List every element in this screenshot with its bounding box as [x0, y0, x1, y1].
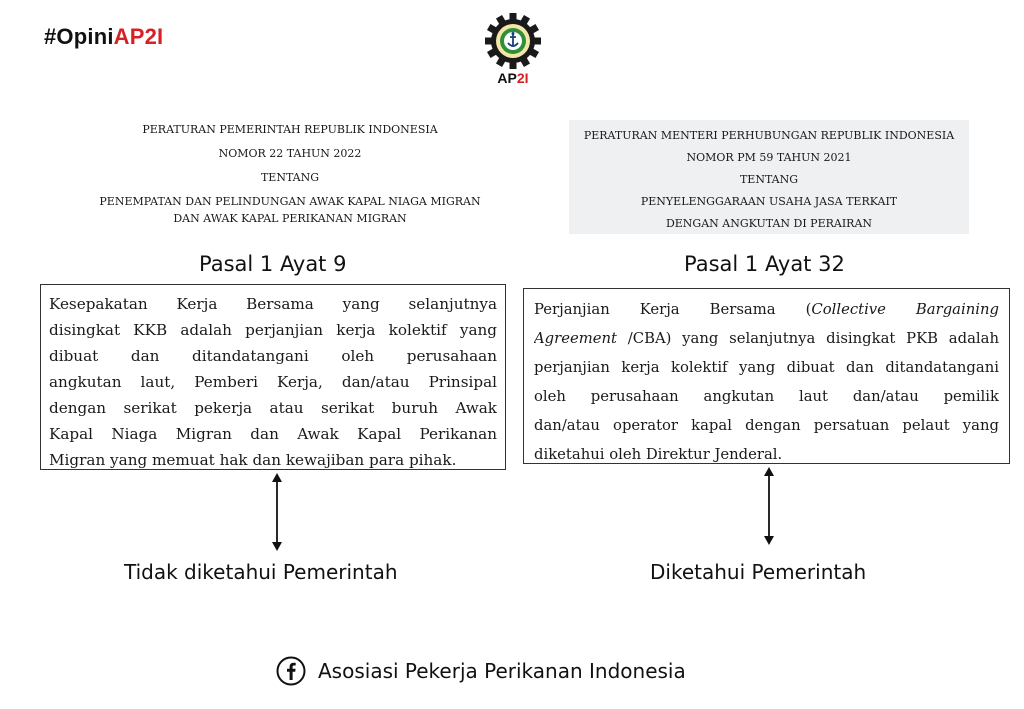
verdict-right: Diketahui Pemerintah — [650, 560, 867, 584]
regulation-line: TENTANG — [739, 173, 799, 186]
regulation-line: TENTANG — [260, 171, 320, 184]
definition-line: Kapal Niaga Migran dan Awak Kapal Perikanan — [49, 425, 497, 443]
double-arrow-right-icon — [759, 466, 779, 546]
double-arrow-left-icon — [267, 472, 287, 552]
definition-line: Agreement /CBA) yang selanjutnya disingkat PKB adalah — [534, 330, 999, 347]
definition-line: Perjanjian Kerja Bersama (Collective Bargaining — [534, 301, 999, 318]
ap2i-logo — [481, 12, 545, 88]
facebook-icon — [276, 656, 306, 686]
verdict-left: Tidak diketahui Pemerintah — [124, 560, 398, 584]
regulation-header-pp-22-2022 — [60, 124, 520, 237]
regulation-line: DENGAN ANGKUTAN DI PERAIRAN — [665, 217, 873, 230]
definition-line: angkutan laut, Pemberi Kerja, dan/atau Prinsipal — [49, 373, 497, 391]
definition-box-pkb — [523, 288, 1010, 464]
definition-line: dibuat dan ditandatangani oleh perusahaan — [49, 347, 497, 365]
definition-line: oleh perusahaan angkutan laut dan/atau pemilik — [534, 388, 999, 405]
regulation-header-pm-59-2021 — [569, 120, 969, 234]
regulation-line: PERATURAN PEMERINTAH REPUBLIK INDONESIA — [142, 123, 438, 136]
hashtag-prefix: #Opini — [44, 24, 114, 49]
footer-facebook-credit — [276, 655, 686, 687]
logo-label: AP2I — [497, 70, 529, 86]
regulation-line: PERATURAN MENTERI PERHUBUNGAN REPUBLIK INDONESIA — [583, 129, 955, 142]
regulation-line: NOMOR 22 TAHUN 2022 — [218, 147, 362, 160]
hashtag-opini-ap2i — [44, 24, 163, 50]
regulation-line: DAN AWAK KAPAL PERIKANAN MIGRAN — [173, 212, 407, 225]
regulation-line: PENEMPATAN DAN PELINDUNGAN AWAK KAPAL NIAGA MIGRAN — [99, 195, 481, 208]
definition-line: dengan serikat pekerja atau serikat buruh Awak — [49, 399, 497, 417]
definition-line: Migran yang memuat hak dan kewajiban para pihak. — [49, 451, 457, 469]
definition-box-kkb — [40, 284, 506, 470]
regulation-line: PENYELENGGARAAN USAHA JASA TERKAIT — [640, 195, 898, 208]
hashtag-accent: AP2I — [113, 24, 164, 49]
definition-line: dan/atau operator kapal dengan persatuan pelaut yang — [534, 417, 999, 434]
definition-line: perjanjian kerja kolektif yang dibuat dan ditandatangani — [534, 359, 999, 376]
article-title-left: Pasal 1 Ayat 9 — [199, 252, 347, 276]
gear-emblem-icon — [481, 12, 545, 72]
regulation-line: NOMOR PM 59 TAHUN 2021 — [686, 151, 852, 164]
definition-line: disingkat KKB adalah perjanjian kerja kolektif yang — [49, 321, 497, 339]
organization-name: Asosiasi Pekerja Perikanan Indonesia — [318, 659, 686, 683]
definition-line: diketahui oleh Direktur Jenderal. — [534, 446, 783, 463]
definition-line: Kesepakatan Kerja Bersama yang selanjutnya — [49, 295, 497, 313]
article-title-right: Pasal 1 Ayat 32 — [684, 252, 845, 276]
